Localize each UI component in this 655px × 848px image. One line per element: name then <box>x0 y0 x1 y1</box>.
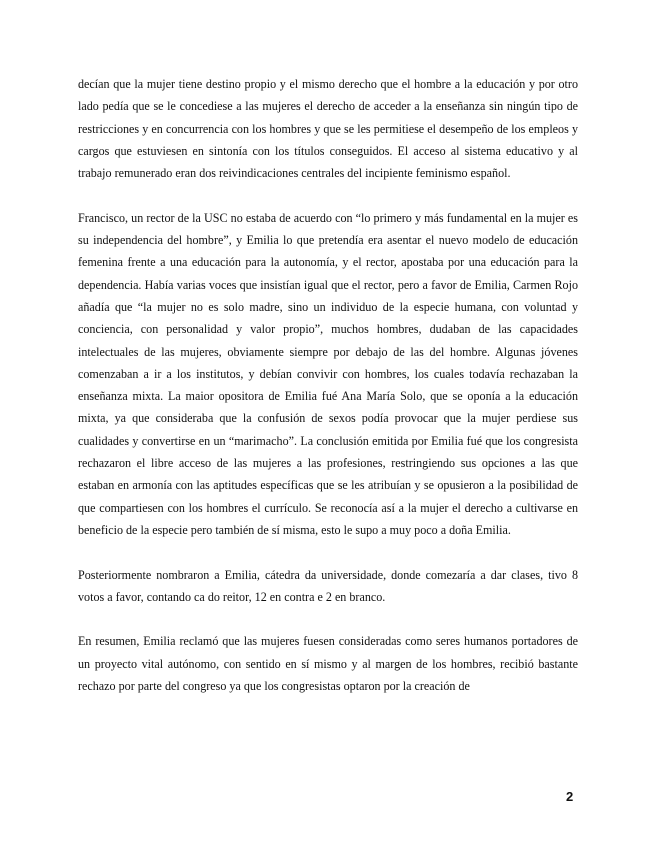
document-body <box>78 73 578 720</box>
paragraph-3: Posteriormente nombraron a Emilia, cátedra da universidade, donde comezaría a dar clases, tivo 8 votos a favor, contando ca do reitor, 12 en contra e 2 en branco. <box>78 567 578 604</box>
paragraph-4: En resumen, Emilia reclamó que las mujeres fuesen consideradas como seres humanos portadores de un proyecto vital autónomo, con sentido en sí mismo y al margen de los hombres, recibió bastante rechazo por parte del congreso ya que los congresistas optaron por la creación de <box>78 634 578 694</box>
page-number: 2 <box>566 789 574 804</box>
paragraph-1: decían que la mujer tiene destino propio y el mismo derecho que el hombre a la educación y por otro lado pedía que se le concediese a las mujeres el derecho de acceder a la enseñanza sin ningún tipo de restricciones y en concurrencia con los hombres y que se les permitiese el desempeño de los empleos y cargos que estuviesen en sintonía con los títulos conseguidos. El acceso al sistema educativo y al trabajo remunerado eran dos reivindicaciones centrales del incipiente feminismo español. <box>78 77 578 181</box>
paragraph-2: Francisco, un rector de la USC no estaba de acuerdo con “lo primero y más fundamental en la mujer es su independencia del hombre”, y Emilia lo que pretendía era asentar el nuevo modelo de educación femenina frente a una educación para la autonomía, y el rector, apostaba por una educación para la dependencia. Había varias voces que insistían igual que el rector, pero a favor de Emilia, Carmen Rojo añadía que “la mujer no es solo madre, sino un individuo de la especie humana, con voluntad y conciencia, con personalidad y valor propio”, muchos hombres, dudaban de las capacidades intelectuales de las mujeres, obviamente siempre por debajo de las del hombre. Algunas jóvenes comenzaban a ir a los institutos, y debían convivir con hombres, los cuales todavía rechazaban la enseñanza mixta. La maior opositora de Emilia fué Ana María Solo, que se oponía a la educación mixta, ya que consideraba que la confusión de sexos podía provocar que la mujer perdiese sus cualidades y convertirse en un “marimacho”. La conclusión emitida por Emilia fué que los congresista rechazaron el libre acceso de las mujeres a las profesiones, restringiendo sus opciones a las que estaban en armonía con las aptitudes específicas que se les atribuían y se opusieron a la posibilidad de que compartiesen con los hombres el currículo. Se reconocía así a la mujer el derecho a cultivarse en beneficio de la especie pero también de sí misma, esto le supo a muy poco a doña Emilia. <box>78 210 578 537</box>
